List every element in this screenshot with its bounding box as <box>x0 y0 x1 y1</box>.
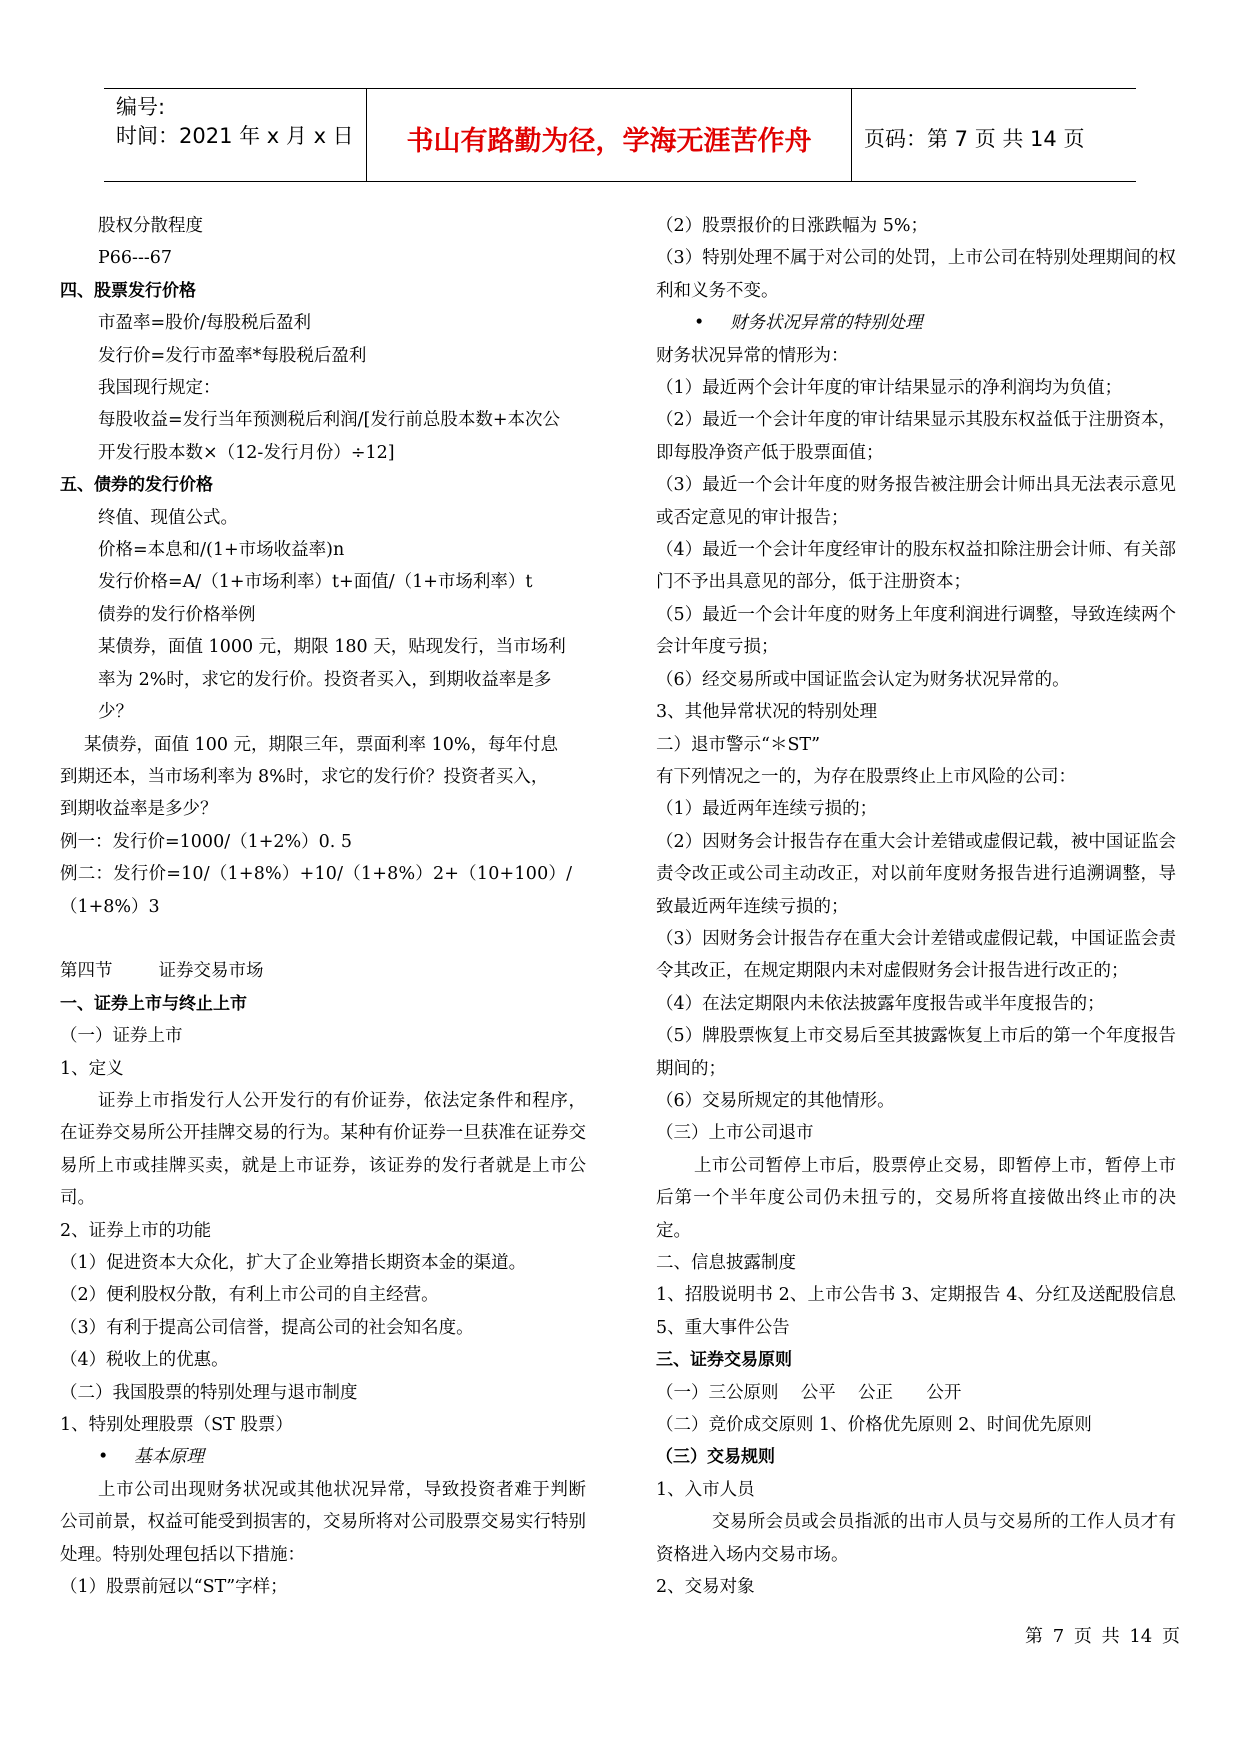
list-item: （3）有利于提高公司信誉，提高公司的社会知名度。 <box>60 1317 474 1338</box>
bullet-item <box>60 1441 586 1473</box>
page-footer: 第 7 页 共 14 页 <box>1025 1626 1180 1647</box>
bullet-text: 财务状况异常的特别处理 <box>730 313 923 334</box>
text-line: 有下列情况之一的，为存在股票终止上市风险的公司： <box>656 766 1076 787</box>
text-line: 2、证券上市的功能 <box>60 1220 212 1241</box>
header-time-label: 时间：2021 年 x 月 x 日 <box>116 124 354 148</box>
section-heading: 四、股票发行价格 <box>60 280 196 301</box>
subsection-heading: （二）我国股票的特别处理与退市制度 <box>60 1382 358 1403</box>
section-heading: 三、证券交易原则 <box>656 1350 792 1371</box>
text-line: 1、定义 <box>60 1058 124 1079</box>
text-line: 财务状况异常的情形为： <box>656 345 849 366</box>
subsection-heading: （一）证券上市 <box>60 1026 183 1047</box>
paragraph: 交易所会员或会员指派的出市人员与交易所的工作人员才有资格进入场内交易市场。 <box>656 1512 1176 1565</box>
list-item: （二）竞价成交原则 1、价格优先原则 2、时间优先原则 <box>656 1415 1092 1436</box>
chapter-heading <box>60 955 586 987</box>
list-item: （4）税收上的优惠。 <box>60 1350 229 1371</box>
subsection-heading: （三）上市公司退市 <box>656 1123 814 1144</box>
text-line: 例二：发行价=10/（1+8%）+10/（1+8%）2+（10+100）/ <box>60 864 573 885</box>
list-item: （6）经交易所或中国证监会认定为财务状况异常的。 <box>656 669 1070 690</box>
list-item: （3）因财务会计报告存在重大会计差错或虚假记载，中国证监会责令其改正，在规定期限内未对虚假财务会计报告进行改正的； <box>656 928 1176 982</box>
paragraph: 证券上市指发行人公开发行的有价证券，依法定条件和程序，在证券交易所公开挂牌交易的行为。某种有价证券一旦获准在证券交易所上市或挂牌买卖，就是上市证券，该证券的发行者就是上市公司。 <box>60 1090 586 1209</box>
text-line: 开发行股本数×（12-发行月份）÷12] <box>98 442 395 463</box>
list-item: （4）最近一个会计年度经审计的股东权益扣除注册会计师、有关部门不予出具意见的部分，低于注册资本； <box>656 540 1176 593</box>
text-line: 每股收益=发行当年预测税后利润/[发行前总股本数+本次公 <box>98 410 561 431</box>
header-number-label: 编号: <box>116 95 166 119</box>
right-column <box>656 210 1176 1603</box>
header-meta <box>116 93 354 151</box>
list-item: （1）最近两个会计年度的审计结果显示的净利润均为负值； <box>656 378 1123 399</box>
section-heading: 五、债券的发行价格 <box>60 475 213 496</box>
list-item: （一）三公原则 公平 公正 公开 <box>656 1382 962 1403</box>
header-divider <box>851 89 852 181</box>
header-motto: 书山有路勤为径，学海无涯苦作舟 <box>406 126 812 157</box>
text-line: 3、其他异常状况的特别处理 <box>656 702 878 723</box>
paragraph: 1、招股说明书 2、上市公告书 3、定期报告 4、分红及送配股信息 5、重大事件公告 <box>656 1285 1176 1338</box>
list-item: （4）在法定期限内未依法披露年度报告或半年度报告的； <box>656 993 1105 1014</box>
list-item: （1）促进资本大众化，扩大了企业筹措长期资本金的渠道。 <box>60 1252 527 1273</box>
text-line: P66---67 <box>98 248 173 269</box>
paragraph: 上市公司出现财务状况或其他状况异常，导致投资者难于判断公司前景，权益可能受到损害的，交易所将对公司股票交易实行特别处理。特别处理包括以下措施： <box>60 1479 586 1565</box>
text-line: （1+8%）3 <box>60 896 160 917</box>
list-item: （3）特别处理不属于对公司的处罚，上市公司在特别处理期间的权利和义务不变。 <box>656 248 1176 301</box>
bullet-text: 基本原理 <box>134 1447 204 1468</box>
text-line: 我国现行规定： <box>98 378 221 399</box>
text-line: 市盈率=股价/每股税后盈利 <box>98 313 312 334</box>
text-line: 债券的发行价格举例 <box>98 604 256 625</box>
text-line: 发行价格=A/（1+市场利率）t+面值/（1+市场利率）t <box>98 572 533 593</box>
text-line: 1、入市人员 <box>656 1479 755 1500</box>
list-item: （1）最近两年连续亏损的； <box>656 799 878 820</box>
text-line: 二、信息披露制度 <box>656 1253 796 1273</box>
list-item: （3）最近一个会计年度的财务报告被注册会计师出具无法表示意见或否定意见的审计报告； <box>656 475 1176 528</box>
list-item: （2）最近一个会计年度的审计结果显示其股东权益低于注册资本，即每股净资产低于股票面值； <box>656 410 1176 463</box>
text-line: 终值、现值公式。 <box>98 507 238 528</box>
subsection-heading: （三）交易规则 <box>656 1447 775 1468</box>
text-line: 到期还本，当市场利率为 8%时，求它的发行价？投资者买入， <box>60 766 549 787</box>
text-line: 例一：发行价=1000/（1+2%）0. 5 <box>60 831 353 852</box>
paragraph: 上市公司暂停上市后，股票停止交易，即暂停上市，暂停上市后第一个半年度公司仍未扭亏的，交易所将直接做出终止市的决定。 <box>656 1155 1176 1241</box>
chapter-number: 第四节 <box>60 961 113 982</box>
list-item: （1）股票前冠以“ST”字样； <box>60 1577 288 1598</box>
text-line: 某债券，面值 1000 元，期限 180 天，贴现发行，当市场利 <box>98 637 566 658</box>
text-line: 发行价=发行市盈率*每股税后盈利 <box>98 345 367 366</box>
header-page-label: 页码：第 7 页 共 14 页 <box>864 127 1085 151</box>
chapter-title: 证券交易市场 <box>158 961 264 982</box>
bullet-item <box>656 307 1176 339</box>
list-item: （6）交易所规定的其他情形。 <box>656 1090 895 1111</box>
list-item: （5）最近一个会计年度的财务上年度利润进行调整，导致连续两个会计年度亏损； <box>656 604 1176 658</box>
text-line: 率为 2%时，求它的发行价。投资者买入，到期收益率是多 <box>98 669 552 690</box>
list-item: （2）便利股权分散，有利上市公司的自主经营。 <box>60 1285 439 1306</box>
text-line: 股权分散程度 <box>98 216 203 236</box>
text-line: 1、特别处理股票（ST 股票） <box>60 1415 293 1436</box>
page-header <box>104 88 1136 182</box>
subsection-heading: 二）退市警示“＊ST” <box>656 734 821 755</box>
list-item: （2）股票报价的日涨跌幅为 5%； <box>656 216 928 236</box>
bullet-icon: • <box>694 313 705 334</box>
text-line: 到期收益率是多少？ <box>60 799 218 820</box>
section-heading: 一、证券上市与终止上市 <box>60 993 247 1014</box>
text-line: 2、交易对象 <box>656 1577 755 1598</box>
bullet-icon: • <box>98 1447 109 1468</box>
list-item: （5）牌股票恢复上市交易后至其披露恢复上市后的第一个年度报告期间的； <box>656 1026 1176 1079</box>
text-line: 价格=本息和/(1+市场收益率)n <box>98 540 345 561</box>
text-line: 少？ <box>98 702 133 723</box>
text-line: 某债券，面值 100 元，期限三年，票面利率 10%，每年付息 <box>84 734 558 755</box>
list-item: （2）因财务会计报告存在重大会计差错或虚假记载，被中国证监会责令改正或公司主动改正，对以前年度财务报告进行追溯调整，导致最近两年连续亏损的； <box>656 831 1176 917</box>
left-column <box>60 210 586 1603</box>
